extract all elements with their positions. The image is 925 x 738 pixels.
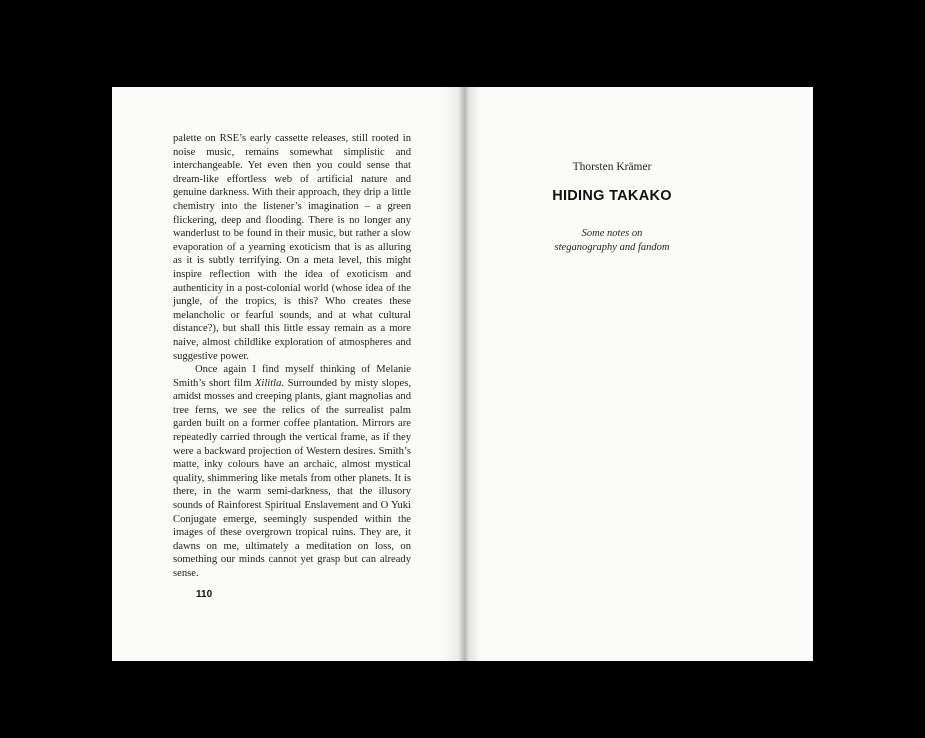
body-text xyxy=(173,132,411,581)
essay-title: HIDING TAKAKO xyxy=(552,188,672,204)
essay-subtitle xyxy=(462,227,762,255)
author-name: Thorsten Krämer xyxy=(572,161,652,173)
subtitle-line: Some notes on xyxy=(581,228,643,239)
subtitle-line: steganography and fandom xyxy=(554,242,670,253)
gutter-shadow xyxy=(440,87,480,661)
left-page xyxy=(112,87,462,661)
paragraph xyxy=(173,363,411,581)
page-number: 110 xyxy=(196,589,213,600)
film-title: Xilitla xyxy=(254,377,282,389)
paragraph-text: Once again I find myself thinking of Melanie Smith’s short film xyxy=(173,364,411,389)
paragraph: palette on RSE’s early cassette releases, still rooted in noise music, remains somewhat simplistic and interchangeable. Yet even then you could sense that dream-like effortless web of artificial nature and genuine darkness. With their approach, they drip a little chemistry into the listener’s imagination – a green flickering, deep and flooding. There is no longer any wanderlust to be found in their music, but rather a slow evaporation of a yearning exoticism that is as alluring as it is subtly terrifying. On a meta level, this might inspire reflection with the idea of exoticism and authenticity in a post-colonial world (whose idea of the jungle, of the tropics, is this? Who creates these melancholic or fearful sounds, and at what cultural distance?), but shall this little essay remain as a more naive, almost childlike exploration of atmospheres and suggestive power. xyxy=(173,133,411,362)
book-spread xyxy=(112,87,813,661)
paragraph-text: . Surrounded by misty slopes, amidst mosses and creeping plants, giant magnolias and tree ferns, we see the relics of the surrealist palm garden built on a former coffee plantation. Mirrors are repeatedly carried through the vertical frame, as if they were a backward projection of Western desires. Smith’s matte, inky colours have an archaic, almost mystical quality, shimmering like metals from other planets. It is there, in the warm semi-darkness, that the illusory sounds of Rainforest Spiritual Enslavement and O Yuki Conjugate emerge, seemingly suspended within the images of these overgrown tropical ruins. They are, it dawns on me, ultimately a meditation on loss, on something our minds cannot yet grasp but can already sense. xyxy=(173,377,412,579)
right-page xyxy=(462,87,813,661)
